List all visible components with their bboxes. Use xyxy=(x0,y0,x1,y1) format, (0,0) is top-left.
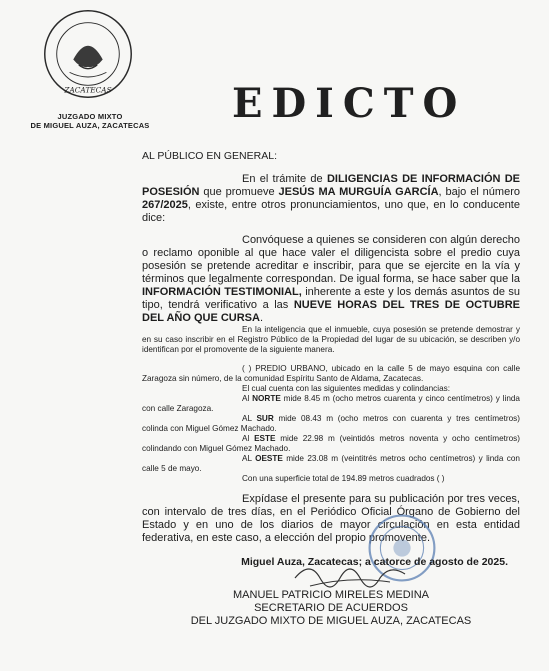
place-date: Miguel Auza, Zacatecas; a catorce de agosto de 2025. xyxy=(241,556,508,568)
publication-order: Expídase el presente para su publicación por tres veces, con intervalo de tres días, en el Periódico Oficial Órgano de Gobierno del Estado y en uno de los diarios de mayor circulación en esta entidad federativa, en este caso, a elección del propio promovente. xyxy=(142,493,520,544)
hearing-date: NUEVE HORAS DEL TRES DE OCTUBRE DEL AÑO QUE CURSA xyxy=(142,299,520,324)
court-name xyxy=(0,112,180,130)
total-area: Con una superficie total de 194.89 metros cuadrados ( ) xyxy=(242,474,445,483)
promoter-name: JESÚS MA MURGUÍA GARCÍA xyxy=(278,186,439,198)
court-line-2: DE MIGUEL AUZA, ZACATECAS xyxy=(30,121,150,130)
direction-label: ESTE xyxy=(254,434,276,443)
text: AL xyxy=(242,414,257,423)
text: En el trámite de xyxy=(242,173,327,185)
boundary-south xyxy=(142,414,520,434)
boundary-north xyxy=(142,394,520,414)
boundary-west xyxy=(142,454,520,474)
direction-label: NORTE xyxy=(252,394,281,403)
direction-label: SUR xyxy=(256,414,274,423)
court-line-1: JUZGADO MIXTO xyxy=(57,112,123,121)
document-body xyxy=(142,150,520,545)
property-description: ( ) PREDIO URBANO, ubicado en la calle 5 de mayo esquina con calle Zaragoza sin número, de la comunidad Espíritu Santo de Aldama, Zacatecas. xyxy=(142,364,520,383)
text: mide 8.45 m (ocho metros cuarenta y cinco centímetros) y linda con calle Zaragoza. xyxy=(142,394,520,413)
paragraph-2 xyxy=(142,234,520,325)
court-seal-icon xyxy=(42,8,134,100)
text: Convóquese a quienes se consideren con algún derecho o reclamo oponible al que hace valer el diligencista sobre el predio cuya posesión se pretende acreditar e inscribir, para que se ejercite en la vía y términos que legalmente correspondan. De igual forma, se hace saber que la xyxy=(142,234,520,285)
text: mide 08.43 m (ocho metros con cuarenta y tres centímetros) colinda con Miguel Gómez Machado. xyxy=(142,414,520,433)
procedure-name: DILIGENCIAS DE INFORMACIÓN DE POSESIÓN xyxy=(142,173,521,198)
paragraph-3: En la inteligencia que el inmueble, cuya posesión se pretende demostrar y en su caso inscribir en el Registro Público de la Propiedad del lugar de su ubicación, se describen y/o identifican por el promovente de la siguiente manera. xyxy=(142,325,520,354)
text: inherente a este y los demás asuntos de su tipo, tendrá verificativo a las xyxy=(142,286,520,311)
text: , bajo el número xyxy=(438,186,520,198)
text: Al xyxy=(242,434,255,443)
boundary-east xyxy=(142,434,520,454)
signer-court: DEL JUZGADO MIXTO DE MIGUEL AUZA, ZACATECAS xyxy=(190,615,472,627)
text: . xyxy=(259,312,264,324)
text: mide 22.98 m (veintidós metros noventa y ocho centímetros) colindando con Miguel Gómez Machado. xyxy=(142,434,520,453)
text: , existe, entre otros pronunciamientos, uno que, en lo conducente dice: xyxy=(142,199,520,224)
svg-text:ZACATECAS: ZACATECAS xyxy=(64,85,112,95)
signer-name: MANUEL PATRICIO MIRELES MEDINA xyxy=(233,589,429,601)
signature-block xyxy=(142,556,520,628)
testimonial-label: INFORMACIÓN TESTIMONIAL, xyxy=(142,286,302,298)
document-title: EDICTO xyxy=(232,80,467,127)
measurements-intro: El cual cuenta con las siguientes medidas y colindancias: xyxy=(242,384,450,393)
text: que promueve xyxy=(199,186,279,198)
addressee: AL PÚBLICO EN GENERAL: xyxy=(142,150,277,162)
paragraph-1 xyxy=(142,173,520,225)
text: mide 23.08 m (veintitrés metros ocho centímetros) y linda con calle 5 de mayo. xyxy=(142,454,520,473)
text: AL xyxy=(242,454,256,463)
direction-label: OESTE xyxy=(255,454,283,463)
case-number: 267/2025 xyxy=(142,199,188,211)
text: Al xyxy=(242,394,253,403)
signer-role: SECRETARIO DE ACUERDOS xyxy=(254,602,408,614)
